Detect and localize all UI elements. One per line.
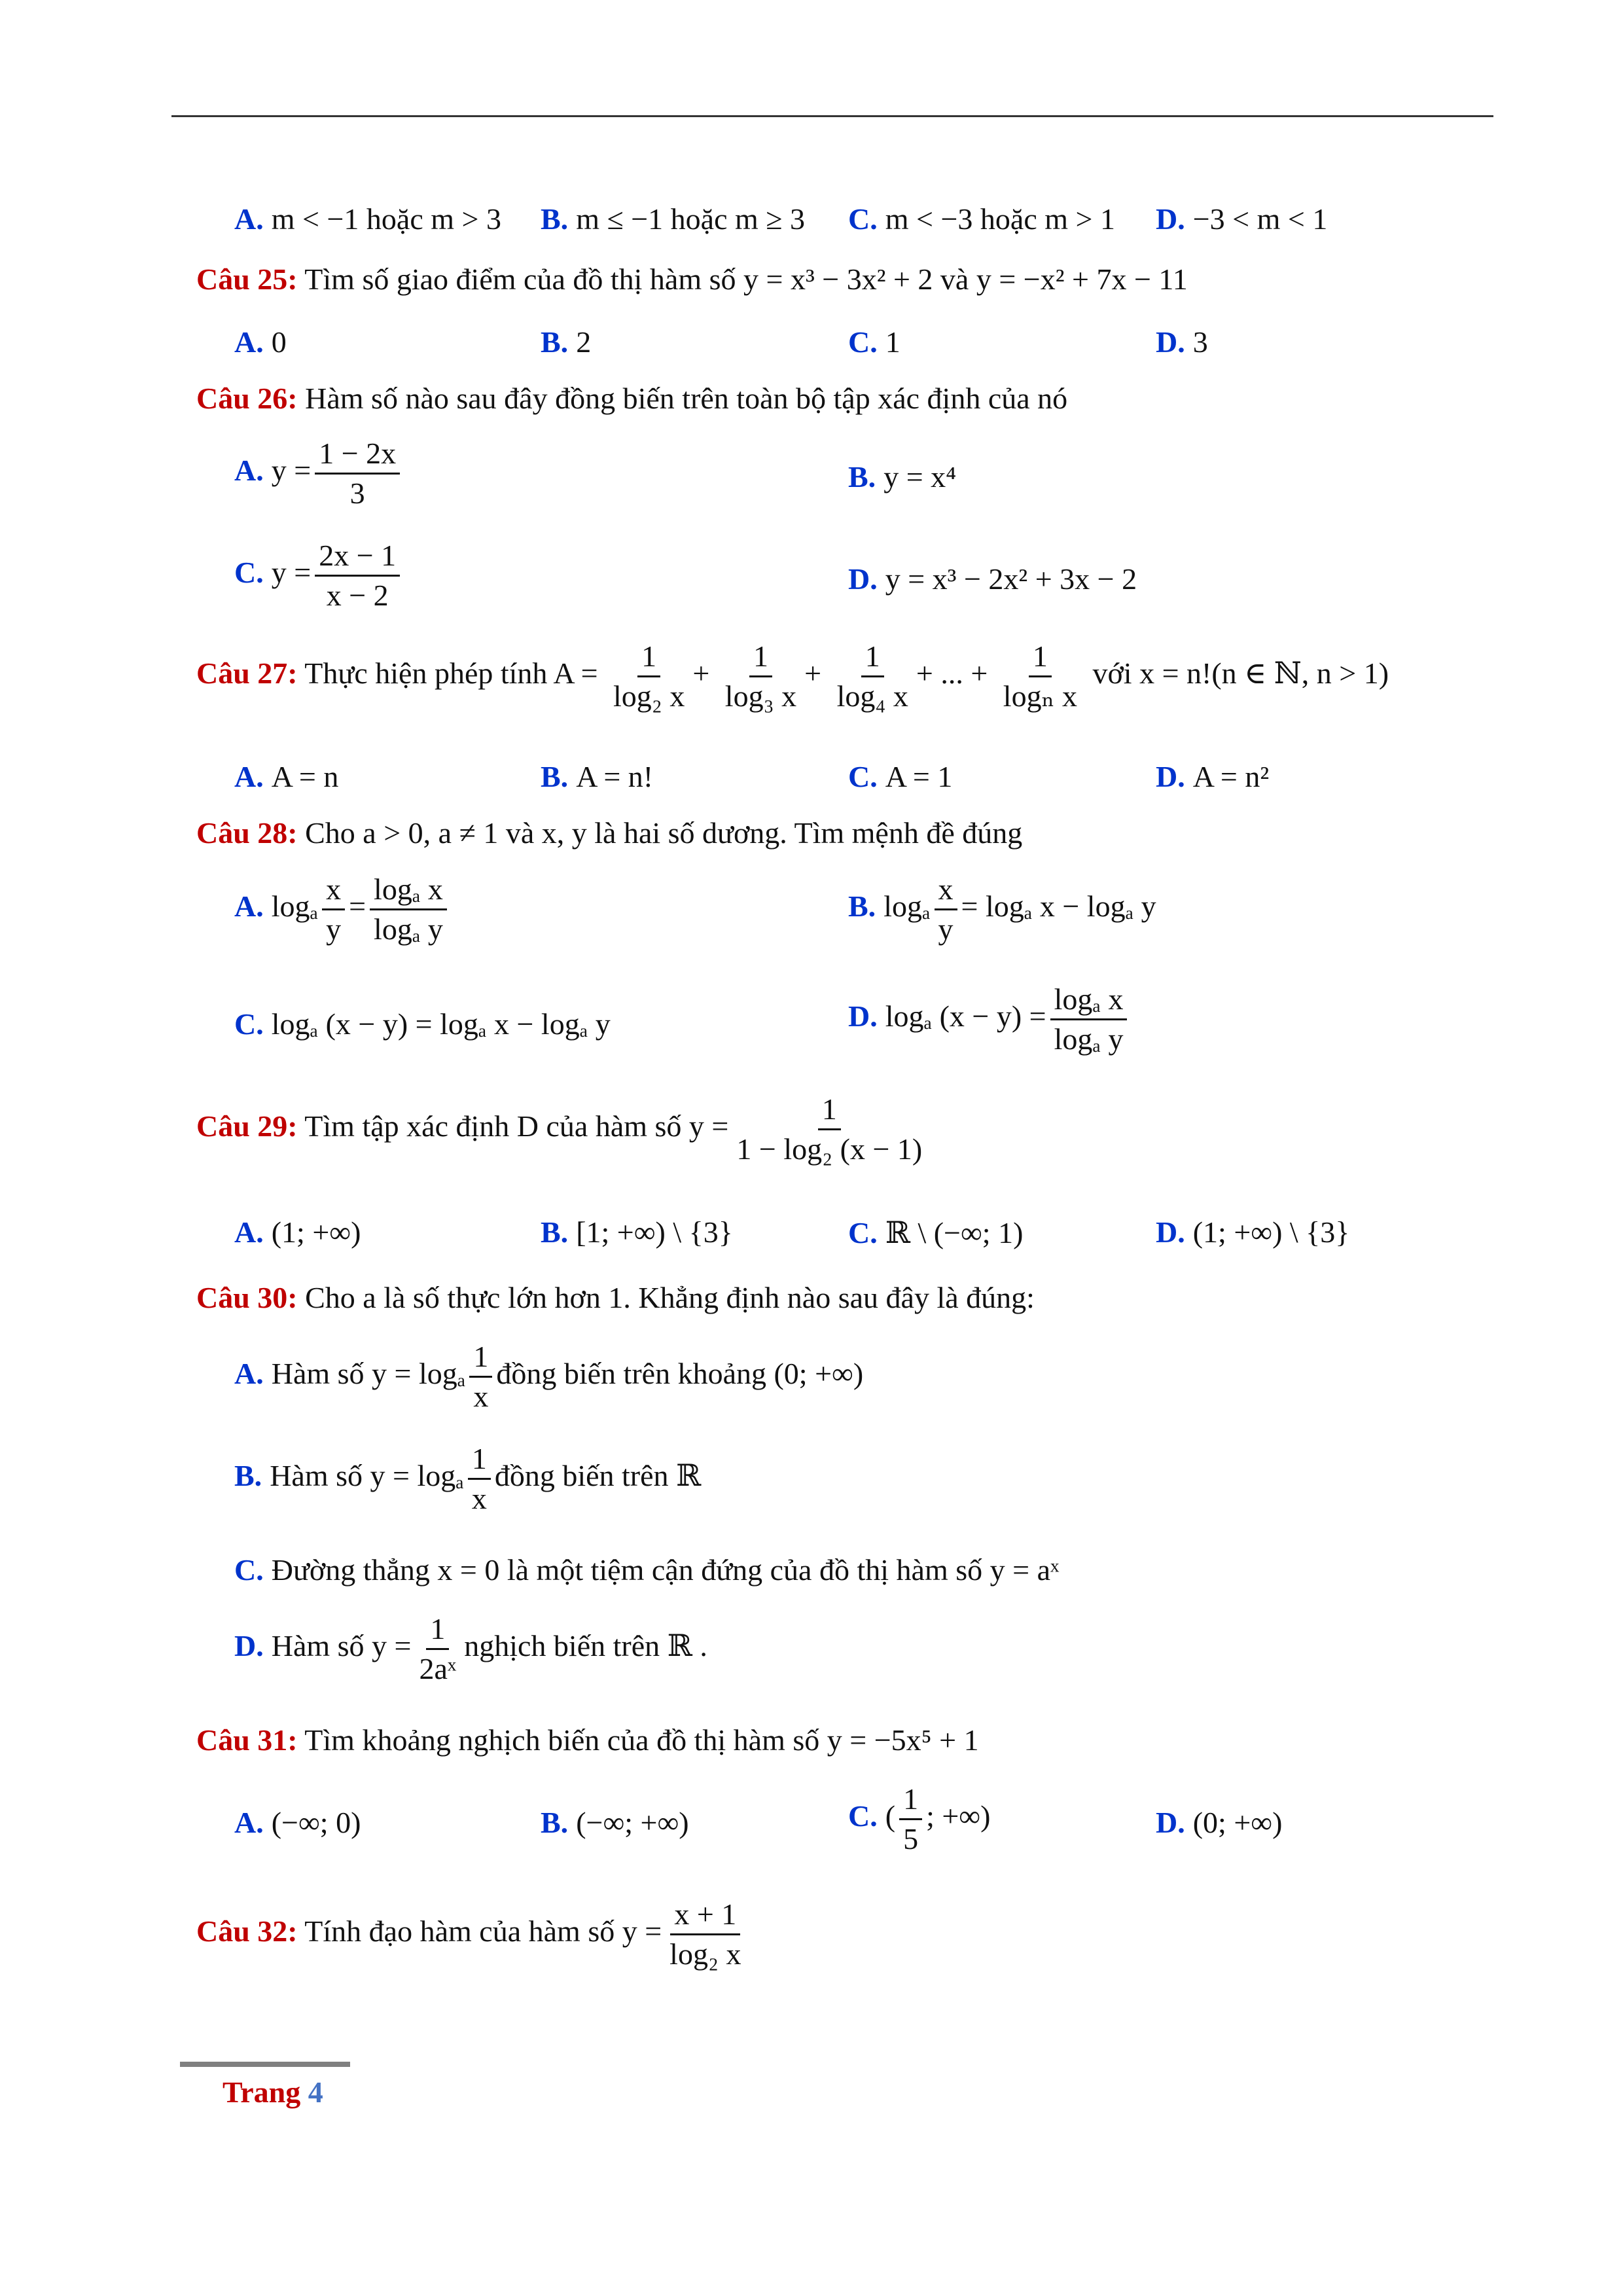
- q29-option-a: A. (1; +∞): [234, 1215, 361, 1249]
- q25-option-a: A. 0: [234, 325, 287, 359]
- q24-option-b: B. m ≤ −1 hoặc m ≥ 3: [541, 202, 806, 236]
- fraction: $\frac{1}{\text{logₙ x}}$: [1003, 639, 1077, 713]
- q25-option-d: D. 3: [1156, 325, 1208, 359]
- q28-stem: Câu 28: Cho a > 0, a ≠ 1 và x, y là hai số dương. Tìm mệnh đề đúng: [196, 816, 1023, 850]
- header-rule: [171, 115, 1493, 117]
- q31-option-a: A. (−∞; 0): [234, 1806, 361, 1839]
- q29-option-b: B. [1; +∞) \ {3}: [541, 1215, 733, 1249]
- q29-stem: Câu 29: Tìm tập xác định D của hàm số y = $\frac{1}{\text{1 − log₂ (x − 1)}}$: [196, 1094, 930, 1164]
- q25-stem: Câu 25: Tìm số giao điểm của đồ thị hàm số y = x³ − 3x² + 2 và y = −x² + 7x − 11: [196, 262, 1188, 296]
- footer-rule: [180, 2062, 350, 2067]
- q26-option-c: C. y = $\frac{2x - 1}{x - 2}$: [234, 541, 404, 611]
- q28-option-c: C. logₐ (x − y) = logₐ x − logₐ y: [234, 1007, 611, 1041]
- q28-option-d: D. logₐ (x − y) = $\frac{\text{logₐ x}}{\text{logₐ y}}$: [848, 984, 1131, 1054]
- q29-option-c: C. ℝ \ (−∞; 1): [848, 1216, 1024, 1249]
- fraction: $\frac{x + 1}{\text{log₂ x}}$: [669, 1897, 741, 1971]
- fraction: $\frac{x}{y}$: [935, 874, 957, 944]
- q28-option-b: B. logₐ $\frac{x}{y}$ = logₐ x − logₐ y: [848, 872, 1156, 946]
- fraction: $\frac{1}{\text{log₄ x}}$: [836, 639, 908, 713]
- q30-option-d: D. Hàm số y = $\frac{1}{\text{2aˣ}}$ nghịch biến trên ℝ .: [234, 1612, 707, 1685]
- fraction: $\frac{1}{\text{1 − log₂ (x − 1)}}$: [736, 1092, 923, 1166]
- q26-stem: Câu 26: Hàm số nào sau đây đồng biến trên toàn bộ tập xác định của nó: [196, 382, 1068, 415]
- q30-option-a: A. Hàm số y = logₐ $\frac{1}{x}$ đồng biến trên khoảng (0; +∞): [234, 1340, 864, 1413]
- q27-option-d: D. A = n²: [1156, 760, 1270, 793]
- q30-stem: Câu 30: Cho a là số thực lớn hơn 1. Khẳng định nào sau đây là đúng:: [196, 1281, 1035, 1314]
- q30-option-c: C. Đường thẳng x = 0 là một tiệm cận đứng của đồ thị hàm số y = aˣ: [234, 1553, 1060, 1587]
- fraction: $\frac{1}{\text{log₃ x}}$: [724, 639, 797, 713]
- q27-option-c: C. A = 1: [848, 760, 953, 793]
- fraction: $\frac{1}{x}$: [468, 1444, 491, 1514]
- q26-option-a: A. y = $\frac{1 - 2x}{3}$: [234, 439, 404, 509]
- q31-stem: Câu 31: Tìm khoảng nghịch biến của đồ thị hàm số y = −5x⁵ + 1: [196, 1723, 979, 1757]
- page-number: Trang 4: [223, 2075, 323, 2109]
- fraction: $\frac{\text{logₐ x}}{\text{logₐ y}}$: [1050, 984, 1128, 1054]
- q27-option-a: A. A = n: [234, 760, 339, 793]
- q26-option-b: B. y = x⁴: [848, 460, 957, 493]
- q25-option-c: C. 1: [848, 325, 901, 359]
- fraction: $\frac{x}{y}$: [322, 874, 345, 944]
- q24-option-a: A. m < −1 hoặc m > 3: [234, 202, 501, 236]
- q25-option-b: B. 2: [541, 325, 592, 359]
- fraction: $\frac{1}{\text{2aˣ}}$: [419, 1612, 457, 1685]
- q30-option-b: B. Hàm số y = logₐ $\frac{1}{x}$ đồng biến trên ℝ: [234, 1442, 702, 1515]
- fraction: $\frac{1}{\text{log₂ x}}$: [613, 639, 685, 713]
- q24-option-c: C. m < −3 hoặc m > 1: [848, 202, 1115, 236]
- q26-option-d: D. y = x³ − 2x² + 3x − 2: [848, 562, 1137, 596]
- q32-stem: Câu 32: Tính đạo hàm của hàm số y = $\frac{x + 1}{\text{log₂ x}}$: [196, 1899, 749, 1969]
- q27-option-b: B. A = n!: [541, 760, 654, 793]
- fraction: $\frac{\text{logₐ x}}{\text{logₐ y}}$: [370, 874, 447, 944]
- fraction: $\frac{1 - 2x}{3}$: [315, 439, 400, 509]
- fraction: $\frac{2x - 1}{x - 2}$: [315, 541, 400, 611]
- q31-option-c: C. ( $\frac{1}{5}$ ; +∞): [848, 1782, 991, 1856]
- q31-option-d: D. (0; +∞): [1156, 1806, 1283, 1839]
- fraction: $\frac{1}{x}$: [469, 1342, 492, 1412]
- q28-option-a: A. logₐ $\frac{x}{y}$ = $\frac{\text{logₐ x}}{\text{logₐ y}}$: [234, 874, 451, 944]
- q27-stem: Câu 27: Thực hiện phép tính A = $\frac{1}{\text{log₂ x}}$ + $\frac{1}{\text{log₃ x}}$ + $\frac{1}{\text{log₄ x}}$ + ... + $\frac{1}{\text{logₙ x}}$ với x = n!(n ∈ ℕ, n > 1): [196, 639, 1389, 713]
- q31-option-b: B. (−∞; +∞): [541, 1806, 689, 1839]
- fraction: $\frac{1}{5}$: [899, 1784, 922, 1854]
- q24-option-d: D. −3 < m < 1: [1156, 202, 1328, 236]
- q29-option-d: D. (1; +∞) \ {3}: [1156, 1215, 1350, 1249]
